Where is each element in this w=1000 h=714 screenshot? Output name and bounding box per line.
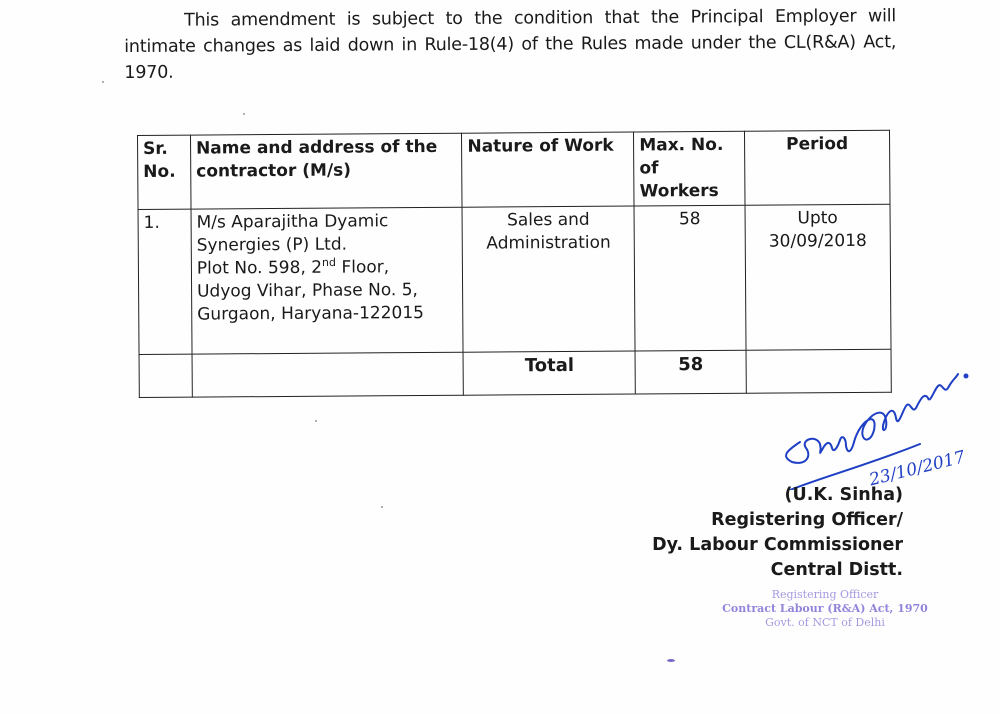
total-value: 58 [635, 350, 746, 394]
signatory-name: (U.K. Sinha) [784, 485, 903, 505]
scan-speck [667, 659, 675, 662]
handwritten-date: 23/10/2017 [867, 447, 968, 490]
header-nature-of-work: Nature of Work [462, 132, 634, 207]
header-max-workers: Max. No. of Workers [634, 131, 745, 206]
name-line: Synergies (P) Ltd. [196, 234, 348, 256]
official-stamp [685, 588, 965, 630]
address-line: Plot No. 598, 2 [196, 257, 323, 279]
cell-sr-no: 1. [138, 209, 192, 354]
handwritten-signature [760, 360, 980, 490]
scan-speck [243, 113, 245, 115]
signatory-block [652, 483, 903, 583]
signatory-designation: Dy. Labour Commissioner [652, 535, 903, 555]
period-line: 30/09/2018 [768, 230, 867, 252]
address-line: Udyog Vihar, Phase No. 5, [196, 280, 418, 302]
cell-period [745, 204, 891, 350]
ordinal-suffix: nd [321, 255, 337, 270]
cell-max-workers: 58 [634, 205, 746, 351]
header-name-address: Name and address of the contractor (M/s) [190, 133, 462, 209]
signature-stroke [786, 437, 854, 463]
signatory-title: Registering Officer/ [711, 510, 903, 530]
signature-dot [965, 375, 968, 378]
period-line: Upto [797, 208, 838, 229]
signatory-district: Central Distt. [770, 560, 903, 580]
stamp-line: Registering Officer [771, 588, 879, 601]
header-sr-no: Sr. No. [138, 135, 191, 209]
name-line: M/s Aparajitha Dyamic [196, 211, 389, 233]
contractor-table [137, 130, 892, 398]
cell-name-address [191, 207, 463, 354]
address-line: Floor, [335, 257, 390, 278]
total-label: Total [463, 351, 635, 395]
table-row [138, 204, 891, 354]
scan-speck [315, 420, 317, 422]
nature-line: Administration [486, 232, 611, 254]
scan-speck [381, 506, 383, 508]
amendment-text: This amendment is subject to the condition that the Principal Employer will intimate changes as laid down in Rule-18(4) of the Rules made under the CL(R&A) Act, 1970. [124, 6, 897, 83]
total-empty-cell [139, 354, 192, 397]
scan-speck [102, 81, 104, 83]
total-empty-cell [192, 352, 464, 397]
signature-stroke [854, 374, 958, 442]
amendment-paragraph [124, 3, 896, 86]
cell-nature-of-work [462, 206, 635, 352]
stamp-line: Contract Labour (R&A) Act, 1970 [722, 602, 928, 615]
nature-line: Sales and [506, 209, 590, 231]
address-line: Gurgaon, Haryana-122015 [197, 303, 425, 325]
table-header-row [138, 130, 890, 209]
stamp-line: Govt. of NCT of Delhi [765, 616, 885, 629]
header-period: Period [745, 130, 890, 205]
